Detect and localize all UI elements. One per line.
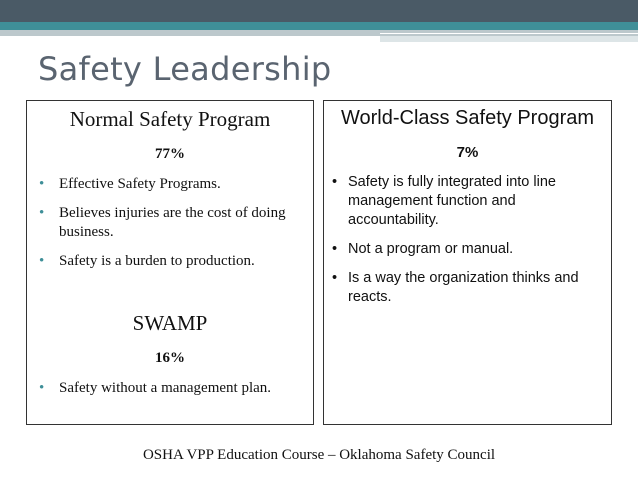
bullet-icon: • xyxy=(39,253,45,269)
list-item: • Effective Safety Programs. xyxy=(39,176,221,192)
normal-program-bullets xyxy=(27,175,313,271)
world-class-percent: 7% xyxy=(456,144,479,161)
bullet-icon: • xyxy=(332,270,338,286)
list-item: • Safety is fully integrated into line management function and accountability. xyxy=(332,174,556,228)
world-class-safety-program-box xyxy=(323,100,612,425)
swamp-bullets xyxy=(27,379,313,398)
bullet-icon: • xyxy=(39,205,45,221)
header-band-dark xyxy=(0,0,638,22)
slide-title: Safety Leadership xyxy=(38,50,332,88)
header-band-line xyxy=(380,33,638,34)
bullet-icon: • xyxy=(39,176,45,192)
normal-safety-program-box xyxy=(26,100,314,425)
world-class-heading: World-Class Safety Program xyxy=(340,107,595,129)
swamp-heading: SWAMP xyxy=(132,311,208,335)
world-class-bullets xyxy=(324,173,611,307)
header-band-teal xyxy=(0,22,638,30)
list-item: • Safety without a management plan. xyxy=(39,380,272,396)
swamp-percent: 16% xyxy=(155,350,185,366)
normal-program-heading: Normal Safety Program xyxy=(69,107,271,131)
header-band-light xyxy=(380,36,638,42)
normal-program-percent: 77% xyxy=(155,146,185,162)
list-item: • Safety is a burden to production. xyxy=(39,253,255,269)
bullet-icon: • xyxy=(332,174,338,190)
list-item: • Not a program or manual. xyxy=(332,241,514,257)
bullet-icon: • xyxy=(332,241,338,257)
list-item: • Is a way the organization thinks and reacts. xyxy=(332,270,579,305)
bullet-icon: • xyxy=(39,380,45,396)
slide-footer: OSHA VPP Education Course – Oklahoma Safety Council xyxy=(142,447,496,463)
list-item: • Believes injuries are the cost of doing business. xyxy=(39,205,286,240)
